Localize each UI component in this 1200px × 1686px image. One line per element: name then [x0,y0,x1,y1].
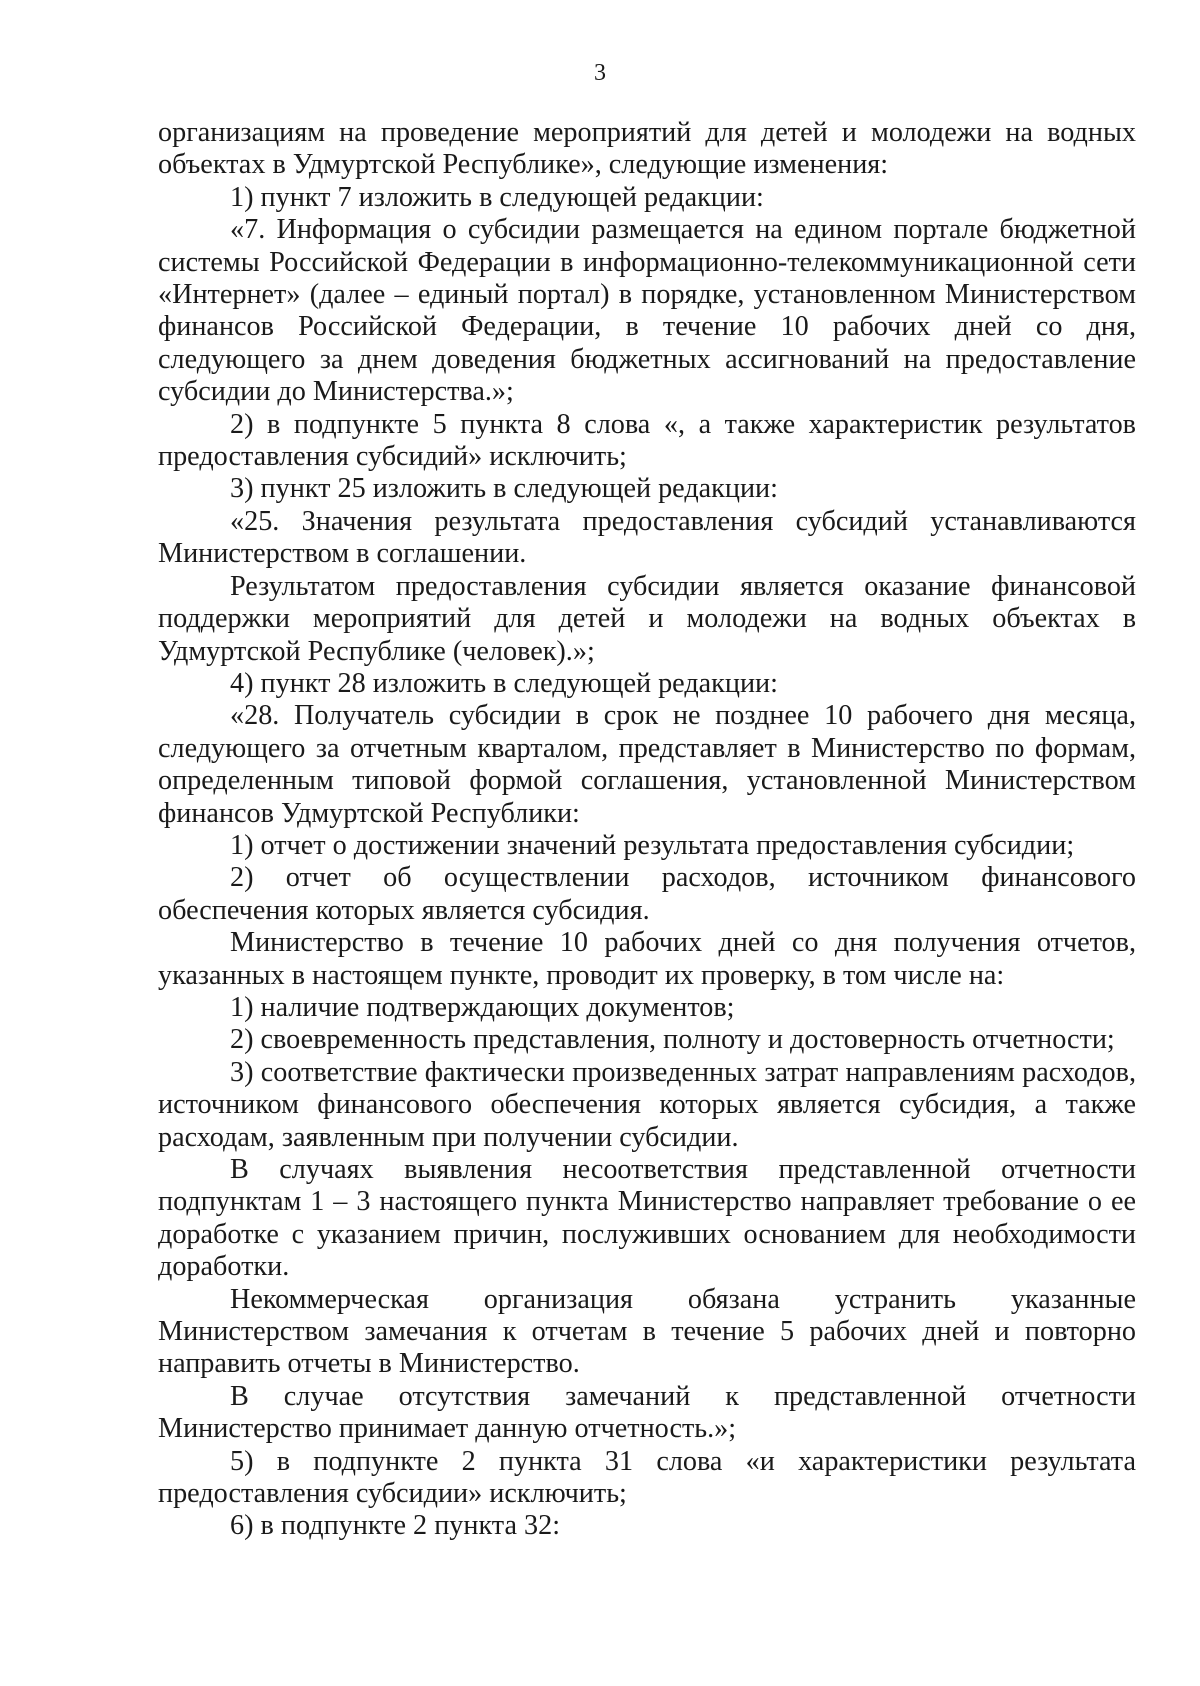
paragraph: Результатом предоставления субсидии является оказание финансовой поддержки мероприятий для детей и молодежи на водных объектах в Удмуртской Республике (человек).»; [158,570,1136,667]
paragraph: 3) соответствие фактически произведенных затрат направлениям расходов, источником финансового обеспечения которых является субсидия, а также расходам, заявленным при получении субсидии. [158,1056,1136,1153]
paragraph: Министерство в течение 10 рабочих дней со дня получения отчетов, указанных в настоящем пункте, проводит их проверку, в том числе на: [158,927,1136,991]
paragraph: Некоммерческая организация обязана устранить указанные Министерством замечания к отчетам в течение 5 рабочих дней и повторно направить отчеты в Министерство. [158,1283,1136,1380]
page-number: 3 [594,60,606,86]
paragraph: «28. Получатель субсидии в срок не позднее 10 рабочего дня месяца, следующего за отчетным кварталом, представляет в Министерство по формам, определенным типовой формой соглашения, установленной Министерством финансов Удмуртской Республики: [158,700,1136,829]
paragraph: В случае отсутствия замечаний к представленной отчетности Министерство принимает данную отчетность.»; [158,1380,1136,1445]
paragraph: 1) пункт 7 изложить в следующей редакции: [230,181,764,213]
paragraph: 1) наличие подтверждающих документов; [230,991,735,1023]
paragraph: 5) в подпункте 2 пункта 31 слова «и характеристики результата предоставления субсидии» исключить; [158,1445,1136,1510]
paragraph: 6) в подпункте 2 пункта 32: [230,1510,561,1542]
paragraph: 2) своевременность представления, полноту и достоверность отчетности; [230,1024,1115,1056]
paragraph: 2) в подпункте 5 пункта 8 слова «, а также характеристик результатов предоставления субсидий» исключить; [158,408,1136,473]
paragraph: 2) отчет об осуществлении расходов, источником финансового обеспечения которых является субсидия. [158,862,1136,926]
paragraph: 4) пункт 28 изложить в следующей редакции: [230,667,778,699]
paragraph: «7. Информация о субсидии размещается на едином портале бюджетной системы Российской Федерации в информационно-телекоммуникационной сети «Интернет» (далее – единый портал) в порядке, установленном Министерством финансов Российской Федерации, в течение 10 рабочих дней со дня, следующего за днем доведения бюджетных ассигнований на предоставление субсидии до Министерства.»; [158,214,1136,408]
paragraph: В случаях выявления несоответствия представленной отчетности подпунктам 1 – 3 настоящего пункта Министерство направляет требование о ее доработке с указанием причин, послуживших основанием для необходимости доработки. [158,1154,1136,1283]
paragraph: «25. Значения результата предоставления субсидий устанавливаются Министерством в соглашении. [158,505,1136,570]
paragraph: 1) отчет о достижении значений результата предоставления субсидии; [230,829,1075,861]
paragraph: организациям на проведение мероприятий для детей и молодежи на водных объектах в Удмуртской Республике», следующие изменения: [158,117,1136,181]
document-body [158,117,1136,1543]
paragraph: 3) пункт 25 изложить в следующей редакции: [230,473,778,505]
